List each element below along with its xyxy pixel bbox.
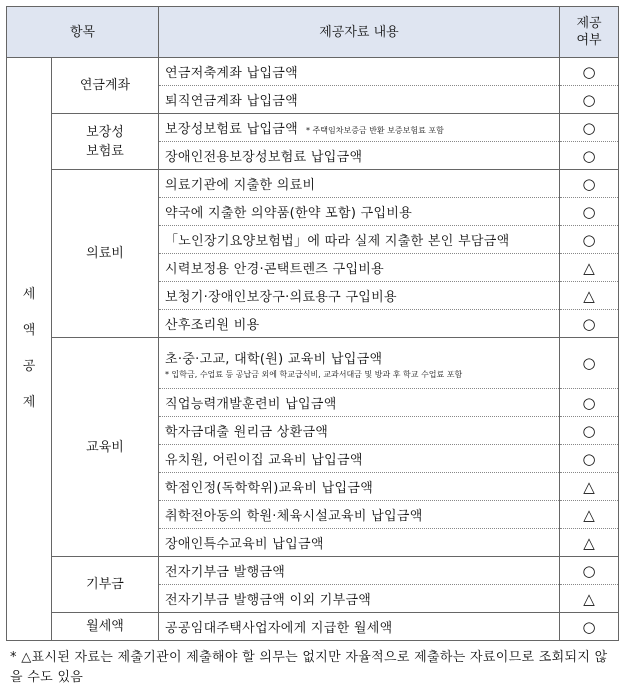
item-text: 장애인전용보장성보험료 납입금액 (165, 150, 363, 165)
provided-mark: ○ (560, 58, 619, 86)
item-text: 퇴직연금계좌 납입금액 (165, 94, 299, 109)
item-content-cell (159, 473, 560, 501)
item-text: 초·중·고교, 대학(원) 교육비 납입금액 (165, 352, 383, 367)
item-content-cell (159, 114, 560, 142)
item-content-cell (159, 557, 560, 585)
item-text: 연금저축계좌 납입금액 (165, 66, 299, 81)
big-category-char: 액 (22, 323, 36, 338)
group-name-cell: 보장성 보험료 (52, 114, 159, 170)
item-content-cell (159, 226, 560, 254)
big-category-char: 제 (22, 395, 36, 410)
provided-mark: ○ (560, 389, 619, 417)
item-text: 학자금대출 원리금 상환금액 (165, 425, 329, 440)
item-content-cell (159, 389, 560, 417)
provided-mark: ○ (560, 417, 619, 445)
provided-mark: ○ (560, 142, 619, 170)
item-text: 보청기·장애인보장구·의료용구 구입비용 (165, 290, 397, 305)
big-category-cell (7, 58, 52, 641)
item-text: 의료기관에 지출한 의료비 (165, 178, 316, 193)
table-row (7, 613, 619, 641)
provided-mark: ○ (560, 338, 619, 389)
item-text: 보장성보험료 납입금액 (165, 122, 299, 137)
item-content-cell (159, 529, 560, 557)
table-header-row (7, 7, 619, 58)
provided-mark: △ (560, 254, 619, 282)
provided-mark: △ (560, 282, 619, 310)
provided-mark: △ (560, 585, 619, 613)
table-row (7, 58, 619, 86)
item-note: * 입학금, 수업료 등 공납금 외에 학교급식비, 교과서대금 및 방과 후 학교 수업료 포함 (165, 370, 463, 379)
header-item: 항목 (7, 7, 159, 58)
table-body (7, 58, 619, 641)
provided-mark: ○ (560, 114, 619, 142)
header-content: 제공자료 내용 (159, 7, 560, 58)
item-content-cell (159, 254, 560, 282)
item-text: 전자기부금 발행금액 (165, 565, 286, 580)
group-name-cell: 월세액 (52, 613, 159, 641)
item-content-cell (159, 282, 560, 310)
item-content-cell (159, 142, 560, 170)
provided-mark: ○ (560, 170, 619, 198)
item-text: 전자기부금 발행금액 이외 기부금액 (165, 593, 372, 608)
item-content-cell (159, 585, 560, 613)
item-text: 공공임대주택사업자에게 지급한 월세액 (165, 621, 393, 636)
item-text: 장애인특수교육비 납입금액 (165, 537, 324, 552)
item-content-cell (159, 170, 560, 198)
big-category-char: 세 (22, 287, 36, 302)
provided-mark: △ (560, 529, 619, 557)
provided-mark: △ (560, 501, 619, 529)
provided-mark: ○ (560, 226, 619, 254)
provided-mark: ○ (560, 310, 619, 338)
item-text: 직업능력개발훈련비 납입금액 (165, 397, 337, 412)
item-text: 학점인정(독학학위)교육비 납입금액 (165, 481, 374, 496)
provided-mark: △ (560, 473, 619, 501)
deduction-table-wrapper (6, 6, 618, 641)
table-row (7, 114, 619, 142)
footnote: * △표시된 자료는 제출기관이 제출해야 할 의무는 없지만 자율적으로 제출하는 자료이므로 조회되지 않을 수도 있음 (10, 650, 608, 685)
table-row (7, 170, 619, 198)
item-content-cell (159, 86, 560, 114)
item-content-cell (159, 198, 560, 226)
item-text: 시력보정용 안경·콘택트렌즈 구입비용 (165, 262, 385, 277)
table-row (7, 338, 619, 389)
item-text: 「노인장기요양보험법」에 따라 실제 지출한 본인 부담금액 (165, 234, 510, 249)
provided-mark: ○ (560, 86, 619, 114)
item-content-cell (159, 338, 560, 389)
table-row (7, 557, 619, 585)
group-name-cell: 연금계좌 (52, 58, 159, 114)
item-content-cell (159, 445, 560, 473)
header-provided: 제공 여부 (560, 7, 619, 58)
group-name-cell: 의료비 (52, 170, 159, 338)
provided-mark: ○ (560, 445, 619, 473)
provided-mark: ○ (560, 557, 619, 585)
provided-mark: ○ (560, 613, 619, 641)
item-content-cell (159, 310, 560, 338)
provided-mark: ○ (560, 198, 619, 226)
item-note: * 주택임차보증금 반환 보증보험료 포함 (306, 126, 444, 135)
item-text: 유치원, 어린이집 교육비 납입금액 (165, 453, 363, 468)
item-content-cell (159, 501, 560, 529)
group-name-cell: 교육비 (52, 338, 159, 557)
deduction-table (6, 6, 619, 641)
item-text: 취학전아동의 학원·체육시설교육비 납입금액 (165, 509, 423, 524)
group-name-cell: 기부금 (52, 557, 159, 613)
item-content-cell (159, 417, 560, 445)
item-content-cell (159, 613, 560, 641)
item-content-cell (159, 58, 560, 86)
item-text: 산후조리원 비용 (165, 318, 260, 333)
item-text: 약국에 지출한 의약품(한약 포함) 구입비용 (165, 206, 413, 221)
big-category-char: 공 (22, 359, 36, 374)
